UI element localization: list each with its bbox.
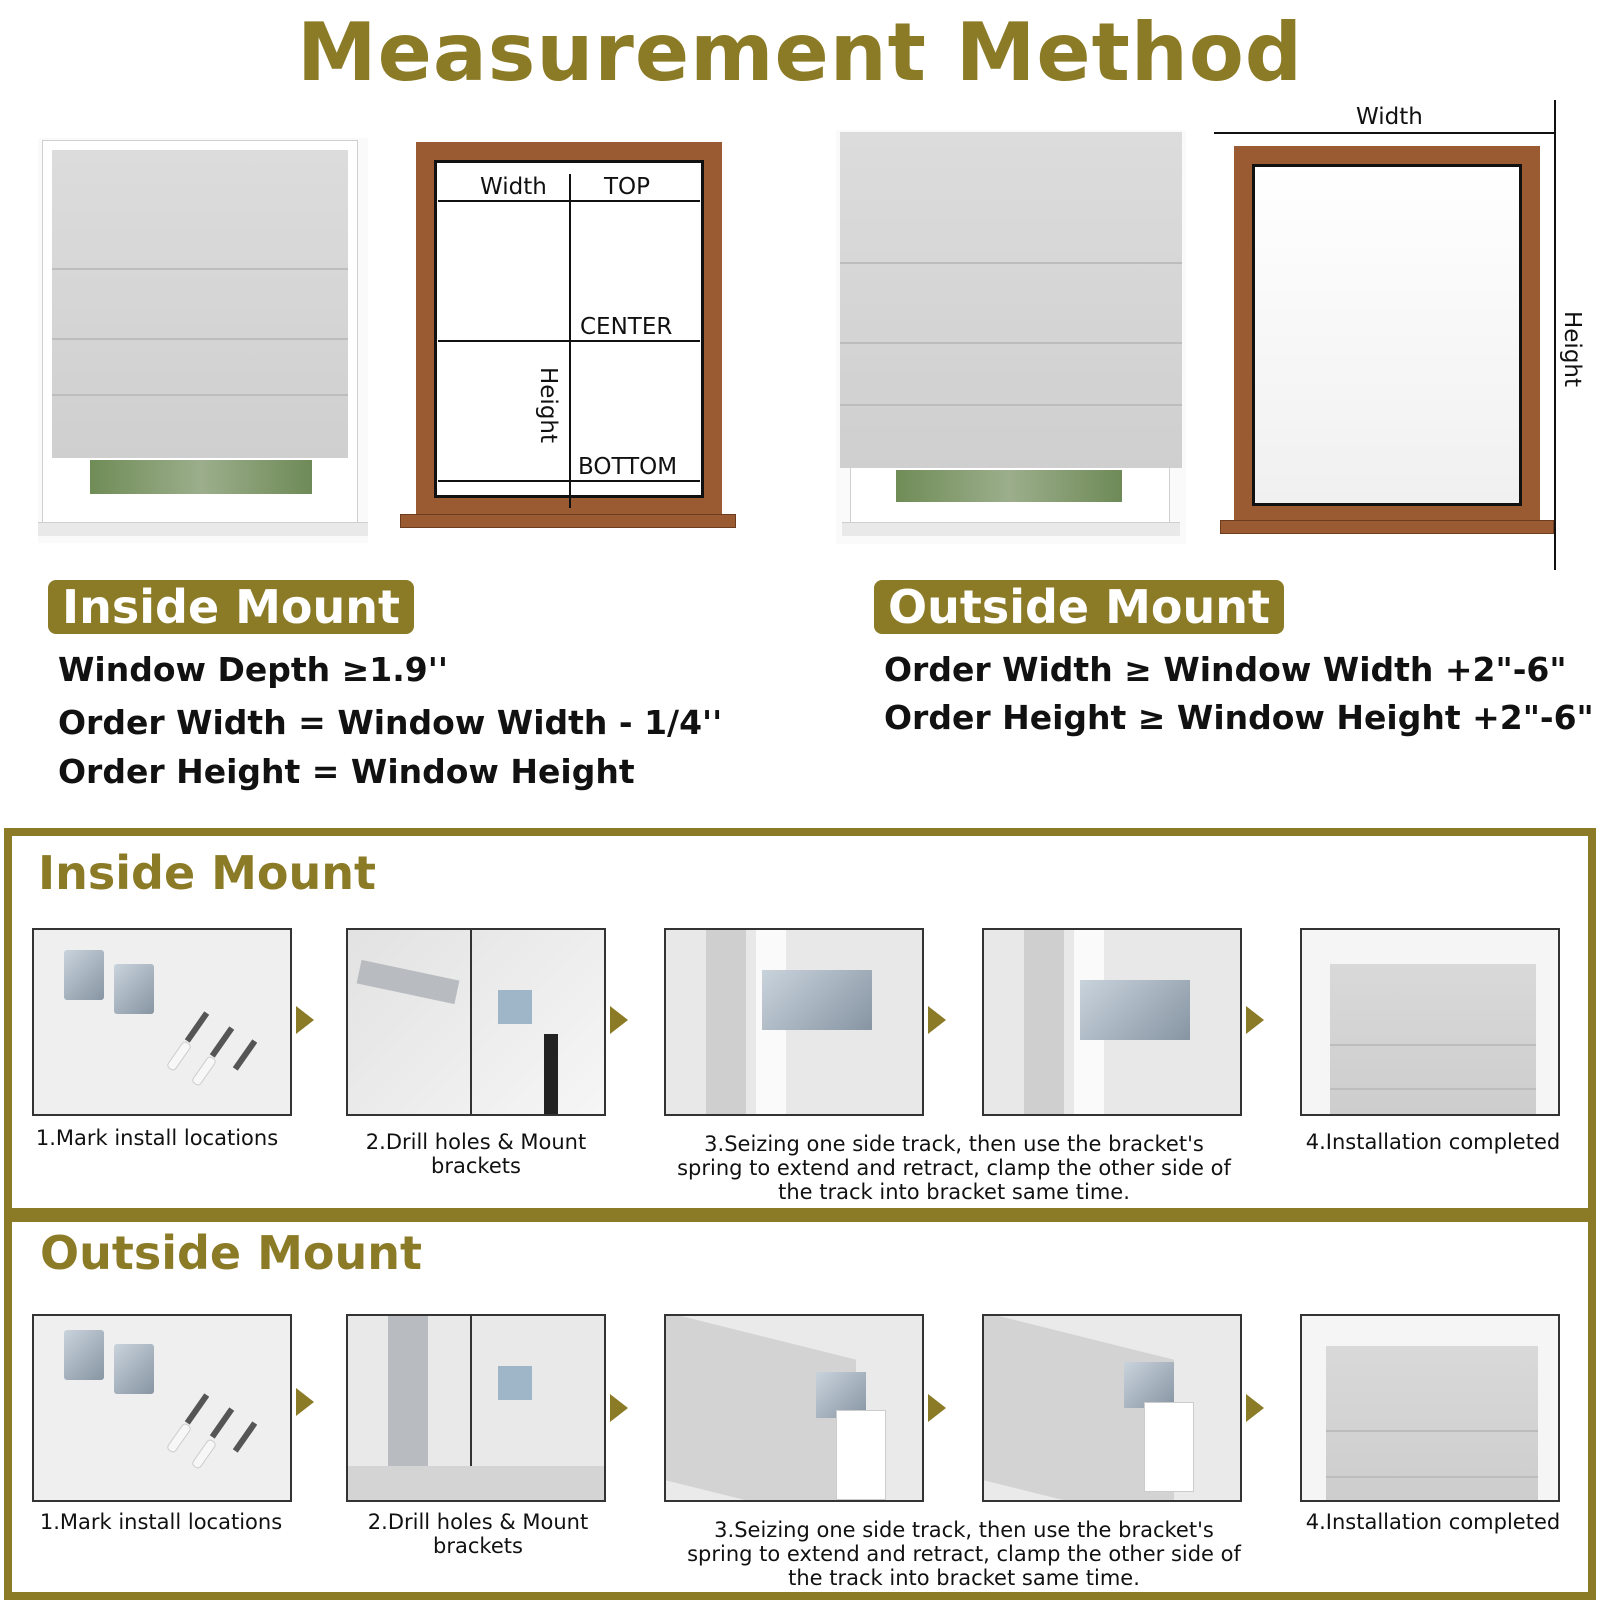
- inside-step-1-image: [32, 928, 292, 1116]
- arrow-icon: [1246, 1394, 1264, 1422]
- outside-mount-tag: Outside Mount: [874, 580, 1284, 634]
- arrow-icon: [610, 1006, 628, 1034]
- outside-step-1-image: [32, 1314, 292, 1502]
- arrow-icon: [928, 1394, 946, 1422]
- inside-step-3-caption: 3.Seizing one side track, then use the bracket's spring to extend and retract, clamp the other side of the track into bracket same time.: [677, 1132, 1231, 1204]
- inside-step-1-caption: 1.Mark install locations: [35, 1126, 279, 1150]
- inside-mount-photo: [38, 138, 368, 543]
- outside-step-3b-image: [982, 1314, 1242, 1502]
- arrow-icon: [296, 1388, 314, 1416]
- outside-step-3-image: [664, 1314, 924, 1502]
- diagram-bottom-label: BOTTOM: [578, 454, 678, 480]
- inside-step-4-image: [1300, 928, 1560, 1116]
- outside-step-2-image: [346, 1314, 606, 1502]
- inside-step-3b-image: [982, 928, 1242, 1116]
- outside-mount-panel: [4, 1214, 1596, 1600]
- diagram-top-label: TOP: [604, 174, 651, 200]
- inside-step-2-image: [346, 928, 606, 1116]
- arrow-icon: [296, 1006, 314, 1034]
- outside-step-3-caption: 3.Seizing one side track, then use the bracket's spring to extend and retract, clamp the other side of the track into bracket same time.: [687, 1518, 1241, 1590]
- outside-rule-1: Order Width ≥ Window Width +2"-6": [884, 650, 1567, 689]
- outside-rule-2: Order Height ≥ Window Height +2"-6": [884, 698, 1594, 737]
- diagram-outside-width-label: Width: [1356, 104, 1423, 130]
- inside-rule-3: Order Height = Window Height: [58, 752, 635, 791]
- inside-step-4-caption: 4.Installation completed: [1305, 1130, 1561, 1154]
- arrow-icon: [610, 1394, 628, 1422]
- outside-step-2-caption: 2.Drill holes & Mount brackets: [367, 1510, 589, 1558]
- diagram-outside-height-label: Height: [1559, 310, 1586, 388]
- inside-step-2-caption: 2.Drill holes & Mount brackets: [365, 1130, 587, 1178]
- page-title: Measurement Method: [296, 6, 1304, 99]
- outside-step-4-image: [1300, 1314, 1560, 1502]
- outside-step-1-caption: 1.Mark install locations: [39, 1510, 283, 1534]
- diagram-width-label: Width: [480, 174, 547, 200]
- arrow-icon: [928, 1006, 946, 1034]
- inside-mount-tag: Inside Mount: [48, 580, 414, 634]
- outside-step-4-caption: 4.Installation completed: [1305, 1510, 1561, 1534]
- arrow-icon: [1246, 1006, 1264, 1034]
- inside-step-3-image: [664, 928, 924, 1116]
- inside-mount-panel: [4, 828, 1596, 1216]
- inside-rule-1: Window Depth ≥1.9'': [58, 650, 448, 689]
- outside-panel-title: Outside Mount: [40, 1226, 422, 1280]
- inside-panel-title: Inside Mount: [38, 846, 377, 900]
- diagram-height-label: Height: [535, 366, 562, 444]
- outside-mount-photo: [836, 130, 1186, 544]
- inside-rule-2: Order Width = Window Width - 1/4'': [58, 703, 723, 742]
- diagram-center-label: CENTER: [580, 314, 673, 340]
